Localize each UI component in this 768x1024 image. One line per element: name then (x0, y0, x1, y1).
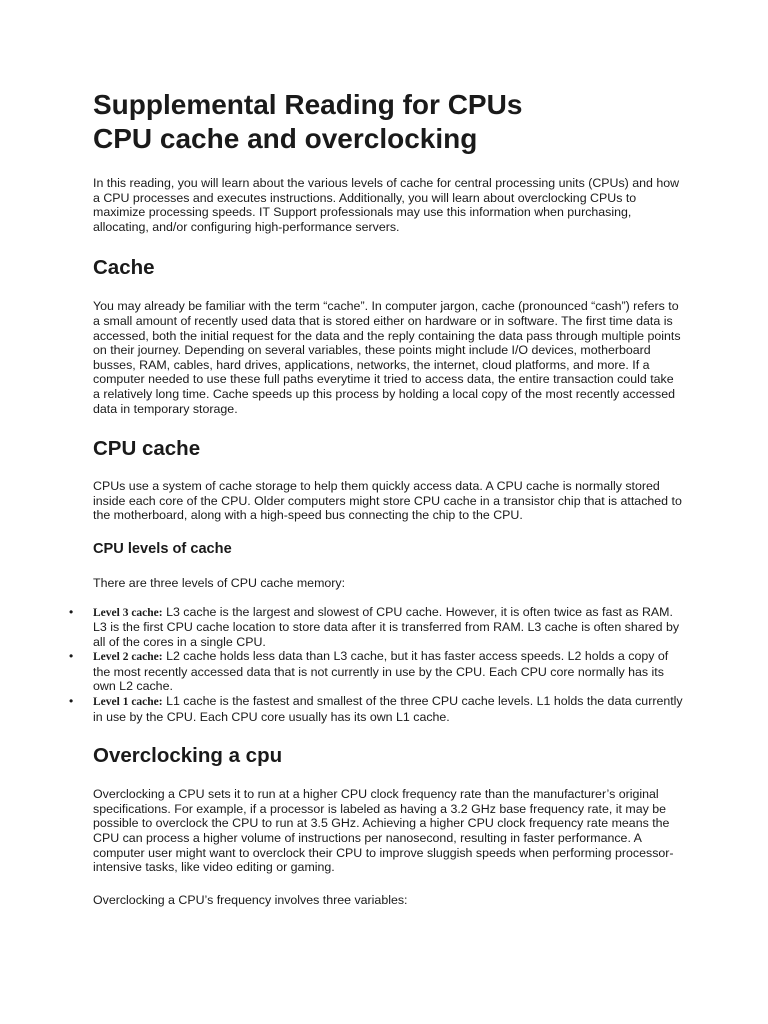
cache-levels-lead: There are three levels of CPU cache memory: (93, 575, 346, 590)
cache-heading: Cache (93, 256, 155, 280)
bullet-icon: • (69, 604, 74, 619)
list-item-text: L2 cache holds less data than L3 cache, but it has faster access speeds. L2 holds a copy of the most recently accessed data that is not currently in use by the CPU. Each CPU core normally has its own L2 cache. (93, 649, 669, 694)
intro-paragraph: In this reading, you will learn about the various levels of cache for central processing units (CPUs) and how a CPU processes and executes instructions. Additionally, you will learn about overclocking CPUs to maximize processing speeds. IT Support professionals may use this information when purchasing, allocating, and/or configuring high-performance servers. (93, 176, 680, 234)
overclocking-heading: Overclocking a cpu (93, 744, 283, 768)
bullet-icon: • (69, 694, 74, 709)
title-line-2: CPU cache and overclocking (93, 123, 478, 154)
document-title (93, 88, 683, 156)
bullet-icon: • (69, 649, 74, 664)
list-item (69, 694, 683, 724)
overclocking-paragraph: Overclocking a CPU sets it to run at a higher CPU clock frequency rate than the manufacturer’s original specifications. For example, if a processor is labeled as having a 3.2 GHz base frequency rate, it may be possible to overclock the CPU to run at 3.5 GHz. Achieving a higher CPU clock frequency rate means the CPU can process a higher volume of instructions per nanosecond, resulting in faster performance. A computer user might want to overclock their CPU to improve sluggish speeds when performing processor-intensive tasks, like video editing or gaming. (93, 787, 674, 875)
list-item-term: Level 2 cache: (93, 651, 163, 664)
list-item-text: L3 cache is the largest and slowest of CPU cache. However, it is often twice as fast as RAM. L3 is the first CPU cache location to store data after it is transferred from RAM. L3 cache is often shared by all of the cores in a single CPU. (93, 604, 680, 649)
cpu-cache-heading: CPU cache (93, 437, 201, 461)
cpu-cache-paragraph: CPUs use a system of cache storage to help them quickly access data. A CPU cache is normally stored inside each core of the CPU. Older computers might store CPU cache in a transistor chip that is attached to the motherboard, along with a high-speed bus connecting the chip to the CPU. (93, 479, 682, 523)
cache-levels-list (69, 604, 683, 725)
title-line-1: Supplemental Reading for CPUs (93, 89, 523, 120)
document-page (69, 88, 683, 907)
overclocking-lead: Overclocking a CPU’s frequency involves three variables: (93, 892, 408, 907)
list-item (69, 604, 683, 650)
list-item-text: L1 cache is the fastest and smallest of the three CPU cache levels. L1 holds the data currently in use by the CPU. Each CPU core usually has its own L1 cache. (93, 694, 683, 724)
list-item (69, 649, 683, 694)
list-item-term: Level 3 cache: (93, 606, 163, 619)
cache-paragraph: You may already be familiar with the term “cache”. In computer jargon, cache (pronounced “cash”) refers to a small amount of recently used data that is stored either on hardware or in software. The first time data is accessed, both the initial request for the data and the reply containing the data pass through multiple points on their journey. Depending on several variables, these points might include I/O devices, motherboard busses, RAM, cables, hard drives, applications, networks, the internet, cloud platforms, and more. If a computer needed to use these full paths everytime it tried to access data, the entire transaction could take a relatively long time. Cache speeds up this process by holding a local copy of the most recently accessed data in temporary storage. (93, 299, 681, 416)
list-item-term: Level 1 cache: (93, 696, 163, 709)
cache-levels-heading: CPU levels of cache (93, 540, 232, 557)
